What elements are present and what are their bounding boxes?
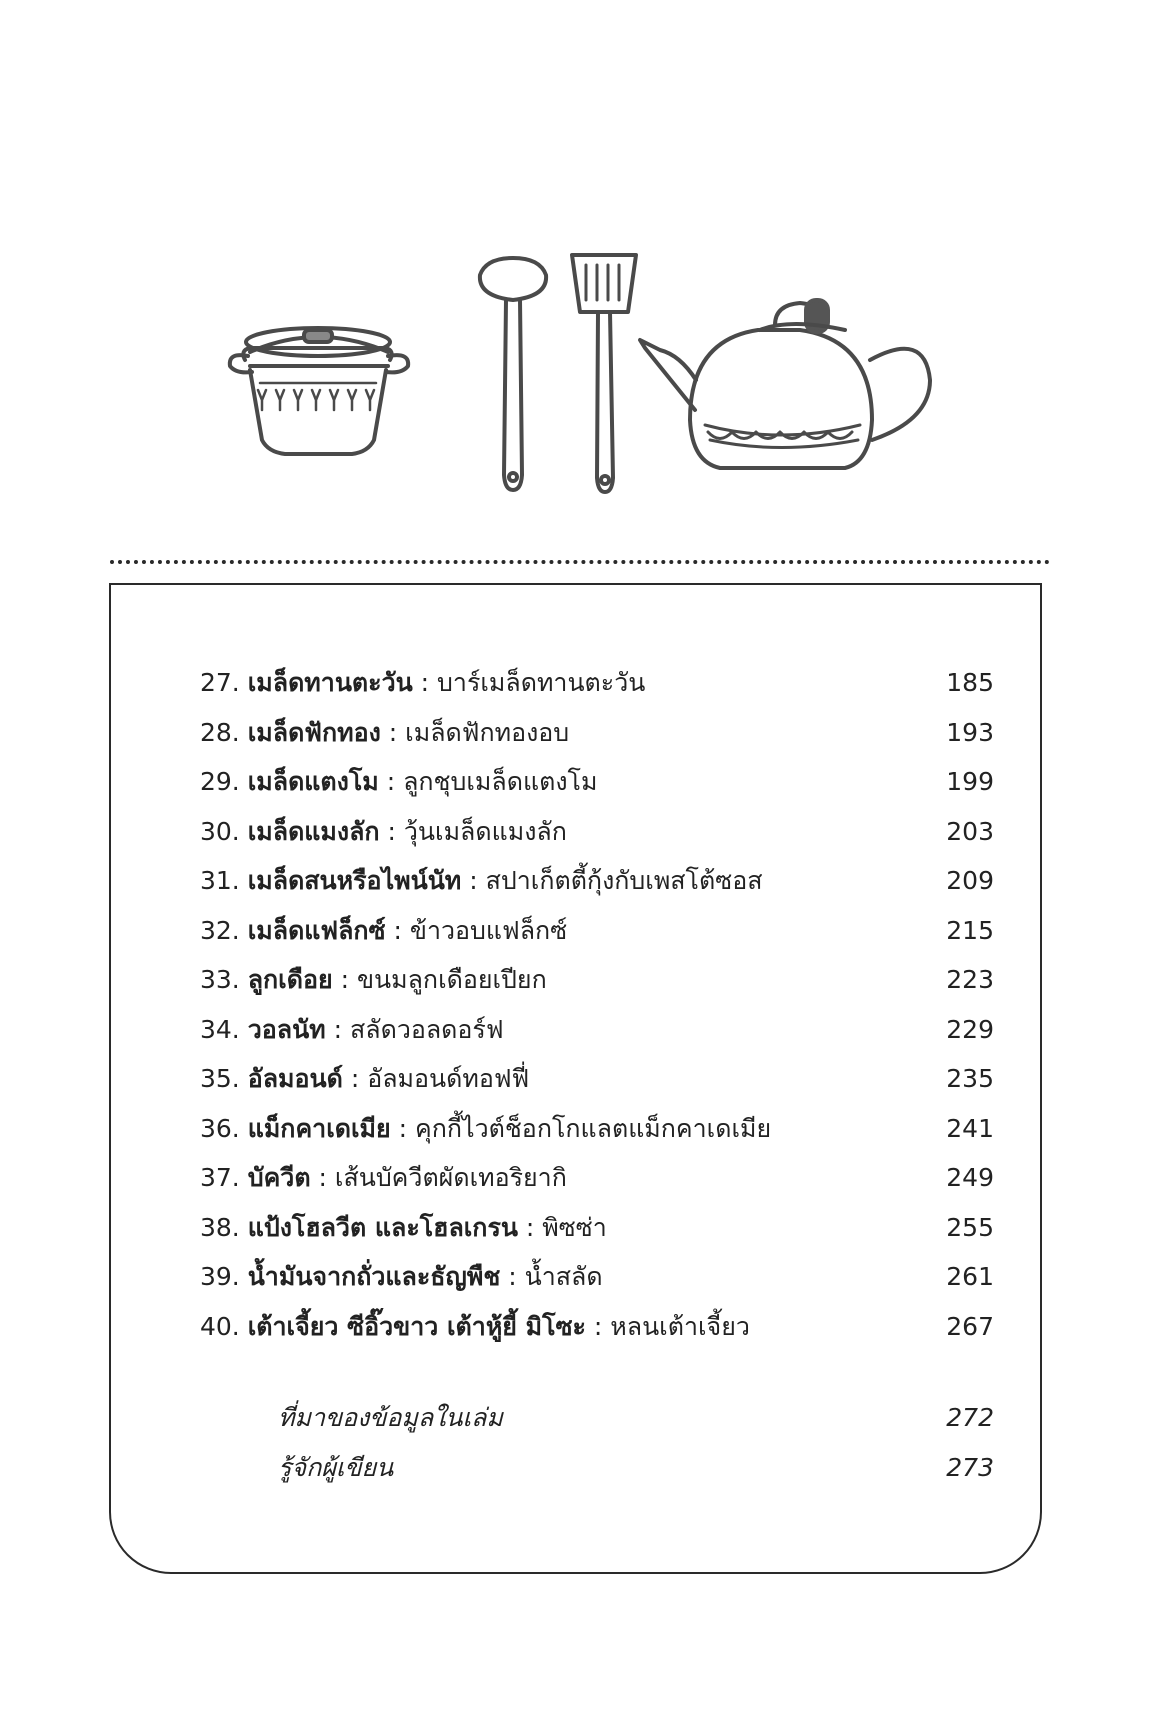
toc-entry: 32. เมล็ดแฟล็กซ์ : ข้าวอบแฟล็กซ์ 215 [200,906,994,956]
page-number: 261 [946,1262,994,1291]
page-number: 229 [946,1014,994,1044]
page-number: 185 [946,668,994,697]
page-number: 235 [946,1064,994,1093]
page-number: 203 [946,816,994,846]
toc-extra-entry: ที่มาของข้อมูลในเล่ม 272 [278,1393,994,1443]
toc-entry: 40. เต้าเจี้ยว ซีอิ๊วขาว เต้าหู้ยี้ มิโซะ : หลนเต้าเจี้ยว 267 [200,1302,994,1352]
toc-entry: 27. เมล็ดทานตะวัน : บาร์เมล็ดทานตะวัน 185 [200,658,994,708]
toc-entry: 29. เมล็ดแตงโม : ลูกชุบเมล็ดแตงโม 199 [200,757,994,807]
page-number: 241 [946,1113,994,1143]
toc-extra-entry: รู้จักผู้เขียน 273 [278,1443,994,1493]
page-number: 267 [946,1311,994,1341]
page-number: 193 [946,717,994,747]
toc-entry: 31. เมล็ดสนหรือไพน์นัท : สปาเก็ตตี้กุ้งกับเพสโต้ซอส 209 [200,856,994,906]
toc-entry: 36. แม็กคาเดเมีย : คุกกี้ไวต์ช็อกโกแลตแม็กคาเดเมีย 241 [200,1104,994,1154]
table-of-contents [200,658,994,1351]
page-number: 273 [946,1452,994,1482]
page-number: 255 [946,1212,994,1242]
toc-entry: 38. แป้งโฮลวีต และโฮลเกรน : พิซซ่า 255 [200,1203,994,1253]
pot-icon [230,328,408,454]
ladle-icon [480,258,546,490]
page-number: 223 [946,965,994,994]
page-number: 215 [946,915,994,945]
toc-extras [278,1393,994,1492]
page-number: 209 [946,866,994,895]
toc-entry: 37. บัควีต : เส้นบัควีตผัดเทอริยากิ 249 [200,1153,994,1203]
teapot-icon [640,300,930,468]
page-number: 272 [946,1403,994,1432]
dotted-divider [110,560,1050,564]
toc-entry: 34. วอลนัท : สลัดวอลดอร์ฟ 229 [200,1005,994,1055]
page-number: 249 [946,1163,994,1192]
toc-entry: 28. เมล็ดฟักทอง : เมล็ดฟักทองอบ 193 [200,708,994,758]
toc-entry: 33. ลูกเดือย : ขนมลูกเดือยเปียก 223 [200,955,994,1005]
page-number: 199 [946,767,994,796]
toc-entry: 39. น้ำมันจากถั่วและธัญพืช : น้ำสลัด 261 [200,1252,994,1302]
spatula-icon [572,255,636,492]
kitchen-illustrations [0,0,1150,520]
toc-entry: 30. เมล็ดแมงลัก : วุ้นเมล็ดแมงลัก 203 [200,807,994,857]
toc-entry: 35. อัลมอนด์ : อัลมอนด์ทอฟฟี่ 235 [200,1054,994,1104]
